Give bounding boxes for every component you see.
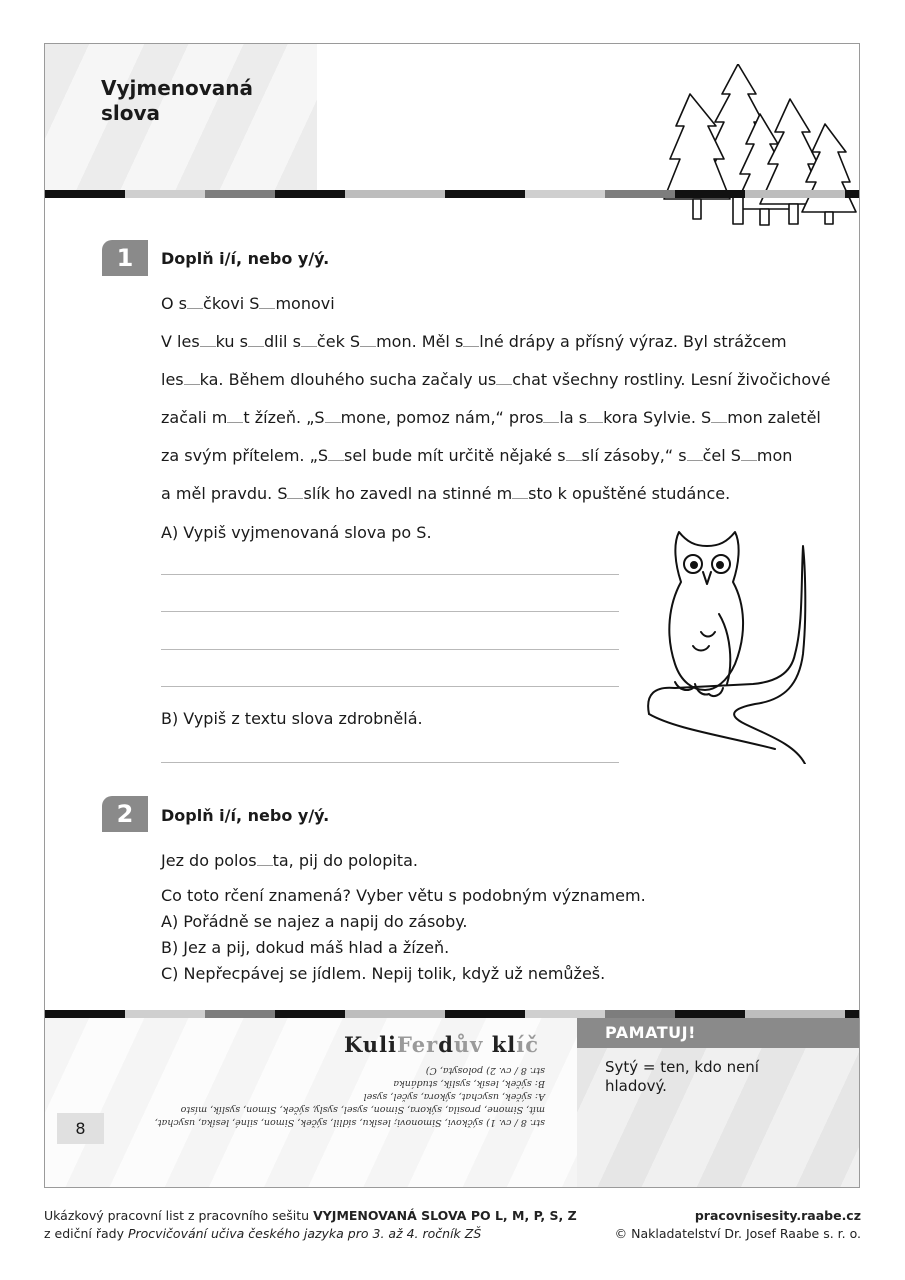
fill-blank[interactable] bbox=[543, 412, 559, 423]
key-line: mít, Simone, prosila, sýkora, Simon, sysel, sysly, sýček, Simon, syslík, místo bbox=[180, 1104, 545, 1115]
fill-blank[interactable] bbox=[741, 450, 757, 461]
task-2-heading: Doplň i/í, nebo y/ý. bbox=[161, 806, 330, 825]
key-line: str. 8 / cv. 2) polosyta, C) bbox=[425, 1065, 545, 1076]
fill-blank[interactable] bbox=[463, 336, 479, 347]
fill-blank[interactable] bbox=[496, 374, 512, 385]
task-number-2: 2 bbox=[102, 796, 148, 832]
option-a[interactable]: A) Pořádně se najez a napij do zásoby. bbox=[161, 912, 468, 931]
fill-blank[interactable] bbox=[360, 336, 376, 347]
pamatuj-text: Sytý = ten, kdo není hladový. bbox=[605, 1058, 759, 1095]
footer-left: Ukázkový pracovní list z pracovního sešitu VYJMENOVANÁ SLOVA PO L, M, P, S, Z z ediční řady Procvičování učiva českého jazyka pro 3. až 4. ročník ZŠ bbox=[44, 1208, 577, 1241]
fill-blank[interactable] bbox=[184, 374, 200, 385]
pamatuj-heading: PAMATUJ! bbox=[577, 1018, 860, 1048]
key-line: str. 8 / cv. 1) sýčkovi, Simonovi; lesíku, sídlil, sýček, Simon, silné, lesíka, usychat, bbox=[154, 1117, 545, 1128]
task-1-line: O s čkovi S monovi bbox=[161, 294, 335, 313]
trees-illustration bbox=[660, 64, 860, 229]
bottom-stripe bbox=[45, 1010, 859, 1018]
task-2-line: Jez do polos ta, pij do polopita. bbox=[161, 851, 418, 870]
fill-blank[interactable] bbox=[512, 488, 528, 499]
fill-blank[interactable] bbox=[248, 336, 264, 347]
task-2-question: Co toto rčení znamená? Vyber větu s podobným významem. bbox=[161, 886, 646, 905]
key-line: B: sýček, lesík, syslík, studánka bbox=[393, 1078, 545, 1089]
task-1-line: V les ku s dlil s ček S mon. Měl s lné drápy a přísný výraz. Byl strážcem bbox=[161, 332, 787, 351]
key-title: KuliFerdův klíč bbox=[344, 1032, 539, 1057]
option-c[interactable]: C) Nepřecpávej se jídlem. Nepij tolik, když už nemůžeš. bbox=[161, 964, 606, 983]
page-number: 8 bbox=[57, 1113, 104, 1144]
task-1-line: les ka. Během dlouhého sucha začaly us chat všechny rostliny. Lesní živočichové bbox=[161, 370, 831, 389]
answer-line[interactable] bbox=[161, 686, 619, 687]
question-a: A) Vypiš vyjmenovaná slova po S. bbox=[161, 523, 432, 542]
title-box bbox=[45, 44, 317, 192]
fill-blank[interactable] bbox=[187, 298, 203, 309]
owl-illustration bbox=[635, 524, 825, 764]
fill-blank[interactable] bbox=[287, 488, 303, 499]
header-stripe bbox=[45, 190, 859, 198]
fill-blank[interactable] bbox=[687, 450, 703, 461]
fill-blank[interactable] bbox=[587, 412, 603, 423]
answer-line[interactable] bbox=[161, 574, 619, 575]
key-line: A: sýček, usychat, sýkora, syčel, sysel bbox=[363, 1091, 545, 1102]
fill-blank[interactable] bbox=[301, 336, 317, 347]
fill-blank[interactable] bbox=[259, 298, 275, 309]
option-b[interactable]: B) Jez a pij, dokud máš hlad a žízeň. bbox=[161, 938, 450, 957]
fill-blank[interactable] bbox=[200, 336, 216, 347]
fill-blank[interactable] bbox=[328, 450, 344, 461]
answer-line[interactable] bbox=[161, 649, 619, 650]
answer-key-box bbox=[45, 1018, 577, 1188]
task-1-line: začali m t žízeň. „S mone, pomoz nám,“ pros la s kora Sylvie. S mon zaletěl bbox=[161, 408, 821, 427]
fill-blank[interactable] bbox=[711, 412, 727, 423]
pamatuj-box bbox=[577, 1018, 860, 1188]
task-number-1: 1 bbox=[102, 240, 148, 276]
answer-line[interactable] bbox=[161, 611, 619, 612]
page-title: Vyjmenovaná slova bbox=[101, 76, 254, 125]
fill-blank[interactable] bbox=[566, 450, 582, 461]
fill-blank[interactable] bbox=[227, 412, 243, 423]
answer-line[interactable] bbox=[161, 762, 619, 763]
footer-link[interactable]: pracovnisesity.raabe.cz bbox=[694, 1208, 861, 1223]
footer-right: pracovnisesity.raabe.cz © Nakladatelství Dr. Josef Raabe s. r. o. bbox=[614, 1208, 861, 1241]
fill-blank[interactable] bbox=[325, 412, 341, 423]
task-1-heading: Doplň i/í, nebo y/ý. bbox=[161, 249, 330, 268]
task-1-line: a měl pravdu. S slík ho zavedl na stinné m sto k opuštěné studánce. bbox=[161, 484, 731, 503]
task-1-line: za svým přítelem. „S sel bude mít určitě nějaké s slí zásoby,“ s čel S mon bbox=[161, 446, 793, 465]
question-b: B) Vypiš z textu slova zdrobnělá. bbox=[161, 709, 423, 728]
worksheet-frame bbox=[44, 43, 860, 1188]
fill-blank[interactable] bbox=[257, 855, 273, 866]
answer-key-text bbox=[105, 1064, 545, 1129]
